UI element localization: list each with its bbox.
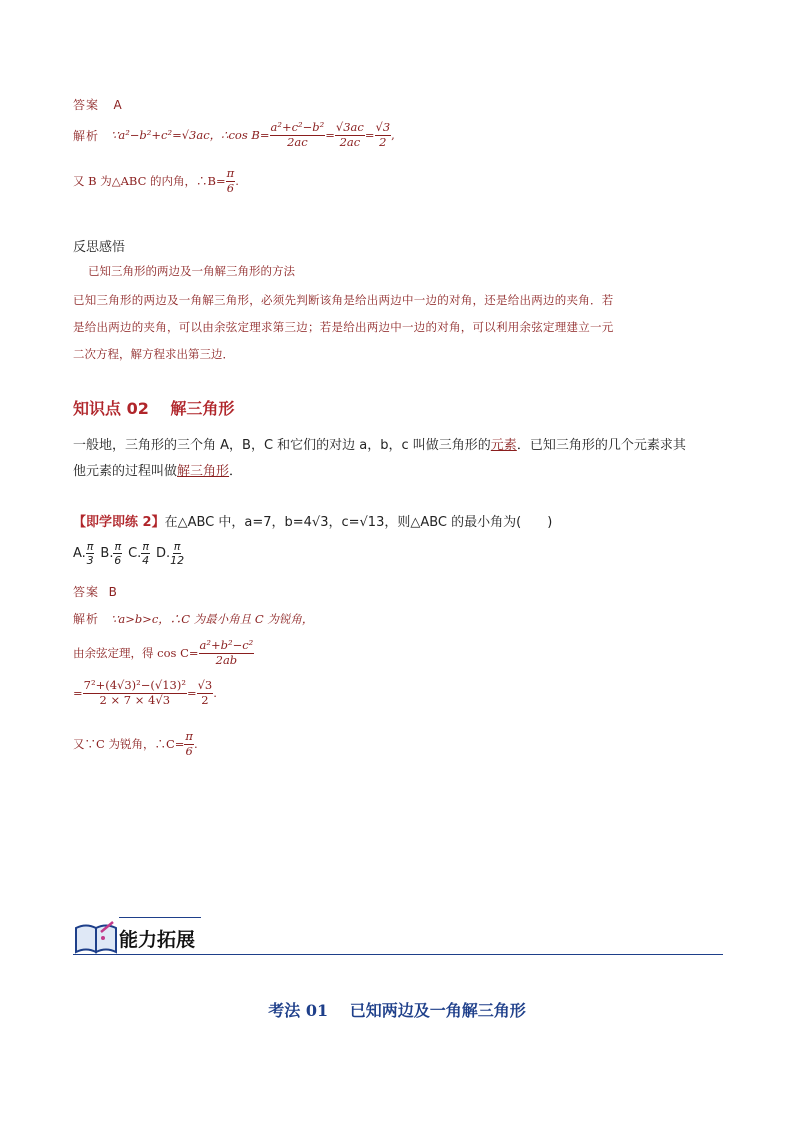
analysis-equation: ∵a²−b²+c²=√3ac，∴cos B= [111, 128, 270, 142]
section-banner [73, 914, 723, 956]
analysis-label: 解析 [73, 128, 100, 143]
reflection-title: 反思感悟 [73, 240, 126, 255]
practice-answer-value: B [108, 585, 118, 599]
fraction-1: $\frac{\text{a²+c²−b²}}{2ac}$ [270, 120, 325, 149]
option-c[interactable]: C. $\frac{\pi}{4}$ [128, 540, 150, 567]
book-icon [73, 916, 121, 956]
practice-step-3: = $\frac{\text{7²+(4√3)²−(√13)²}}{2 \times 7 \times 4√3}$ = $\frac{√3}{2}$ . [73, 678, 217, 707]
option-b[interactable]: B. $\frac{\pi}{6}$ [100, 540, 122, 567]
practice-tag: 【即学即练 2】 [73, 515, 165, 530]
banner-rule [73, 954, 723, 955]
analysis-line-2: 又 B 为△ABC 的内角，∴B= $\frac{\pi}{6}$ . [73, 166, 239, 195]
reflection-subtitle: 已知三角形的两边及一角解三角形的方法 [88, 264, 295, 278]
term-solve-triangle: 解三角形 [177, 464, 230, 479]
fraction-2: $\frac{√3ac}{2ac}$ [335, 120, 364, 149]
kp-line-2: 他元素的过程叫做解三角形． [73, 464, 243, 479]
term-element: 元素 [490, 438, 517, 453]
question-text: 在△ABC 中，a=7，b=4√3，c=√13，则△ABC 的最小角为( ) [164, 515, 553, 530]
kp-line-1: 一般地，三角形的三个角 A，B，C 和它们的对边 a，b，c 叫做三角形的元素．已知三角形的几个元素求其 [73, 438, 686, 453]
reflection-line-1: 已知三角形的两边及一角解三角形，必须先判断该角是给出两边中一边的对角，还是给出两边的夹角．若 [73, 293, 614, 307]
option-a[interactable]: A. $\frac{\pi}{3}$ [73, 540, 94, 567]
practice-step-1: 解析 ∵a>b>c，∴C 为最小角且 C 为锐角， [73, 612, 314, 626]
angle-statement: 又 B 为△ABC 的内角，∴B= [73, 174, 226, 188]
answer-label: 答案 [73, 98, 100, 112]
reflection-line-3: 二次方程，解方程求出第三边． [73, 347, 234, 361]
reflection-line-2: 是给出两边的夹角，可以由余弦定理求第三边；若是给出两边中一边的对角，可以利用余弦定理建立一元 [73, 320, 614, 334]
banner-title: 能力拓展 [119, 929, 196, 951]
banner-top-rule [119, 917, 201, 918]
answer-value: A [113, 98, 123, 112]
options-row [73, 541, 184, 566]
fraction-3: $\frac{√3}{2}$ [375, 120, 391, 149]
practice-step-4: 又∵C 为锐角，∴C= $\frac{\pi}{6}$ . [73, 729, 198, 758]
practice-answer-line: 答案 B [73, 585, 118, 599]
angle-fraction: $\frac{\pi}{6}$ [226, 166, 235, 195]
option-d[interactable]: D. $\frac{\pi}{12}$ [155, 540, 185, 567]
method-title: 考法 01 已知两边及一角解三角形 [268, 1001, 526, 1020]
analysis-line-1: 解析 ∵a²−b²+c²=√3ac，∴cos B= $\frac{\text{a²+c²−b²}}{2ac}$ = $\frac{√3ac}{2ac}$ = $\frac{√3}{2}$ , [73, 120, 395, 149]
answer-line [73, 96, 123, 113]
practice-step-2: 由余弦定理，得 cos C= $\frac{\text{a²+b²−c²}}{2ab}$ [73, 638, 254, 667]
knowledge-point-heading: 知识点 02 解三角形 [73, 399, 235, 418]
practice-question [73, 511, 552, 530]
